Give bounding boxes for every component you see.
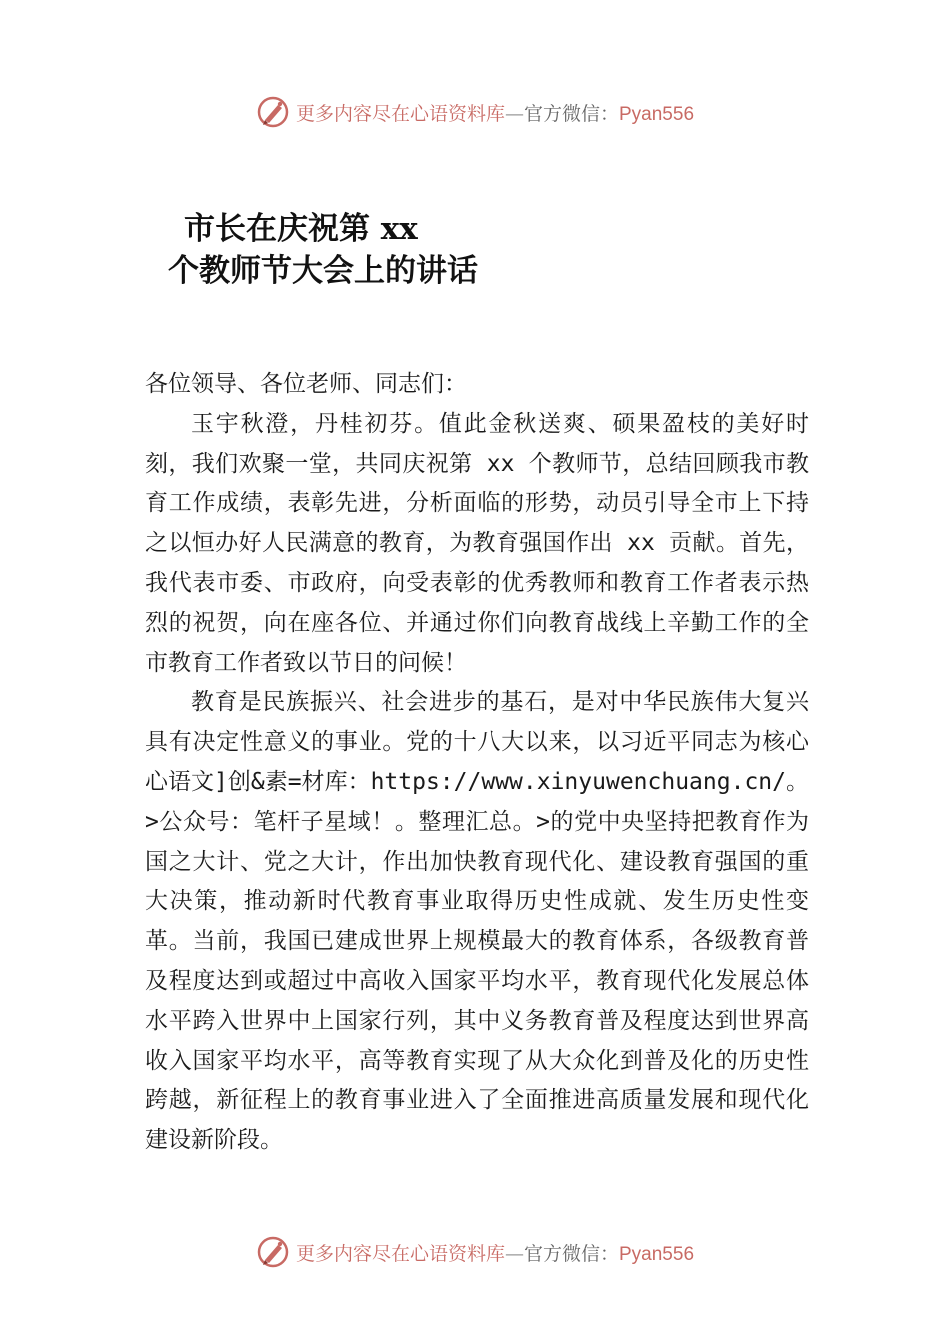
pen-logo-icon: [256, 1235, 290, 1269]
paragraph-1: 玉宇秋澄，丹桂初芬。值此金秋送爽、硕果盈枝的美好时刻，我们欢聚一堂，共同庆祝第 xx 个教师节，总结回顾我市教育工作成绩，表彰先进，分析面临的形势，动员引导全市上下持之以恒办好人民满意的教育，为教育强国作出 xx 贡献。首先，我代表市委、市政府，向受表彰的优秀教师和教育工作者表示热烈的祝贺，向在座各位、并通过你们向教育战线上辛勤工作的全市教育工作者致以节日的问候！: [145, 410, 809, 676]
banner-wechat-label: 官方微信：: [523, 1242, 619, 1265]
header-banner: [0, 92, 950, 132]
document-body: [145, 365, 809, 1161]
document-title: [168, 208, 588, 292]
banner-dash: —: [504, 1242, 524, 1265]
banner-wechat-label: 官方微信：: [523, 102, 619, 125]
banner-text: [296, 1239, 694, 1266]
footer-banner: [0, 1232, 950, 1272]
salutation: 各位领导、各位老师、同志们：: [145, 371, 467, 397]
banner-dash: —: [504, 102, 524, 125]
pen-logo-icon: [256, 95, 290, 129]
banner-text: [296, 99, 694, 126]
banner-wechat-id: Pyan556: [619, 103, 695, 125]
banner-wechat-id: Pyan556: [619, 1243, 695, 1265]
banner-brand: 更多内容尽在心语资料库: [295, 102, 505, 125]
title-line-2: 个教师节大会上的讲话: [168, 253, 478, 289]
paragraph-2: 教育是民族振兴、社会进步的基石，是对中华民族伟大复兴具有决定性意义的事业。党的十八大以来，以习近平同志为核心心语文]创&素=材库：https://www.xinyuwenchuang.cn/。>公众号：笔杆子星域！。整理汇总。>的党中央坚持把教育作为国之大计、党之大计，作出加快教育现代化、建设教育强国的重大决策，推动新时代教育事业取得历史性成就、发生历史性变革。当前，我国已建成世界上规模最大的教育体系，各级教育普及程度达到或超过中高收入国家平均水平，教育现代化发展总体水平跨入世界中上国家行列，其中义务教育普及程度达到世界高收入国家平均水平，高等教育实现了从大众化到普及化的历史性跨越，新征程上的教育事业进入了全面推进高质量发展和现代化建设新阶段。: [145, 689, 809, 1154]
title-line-1: 市长在庆祝第 xx: [184, 211, 418, 247]
banner-brand: 更多内容尽在心语资料库: [295, 1242, 505, 1265]
